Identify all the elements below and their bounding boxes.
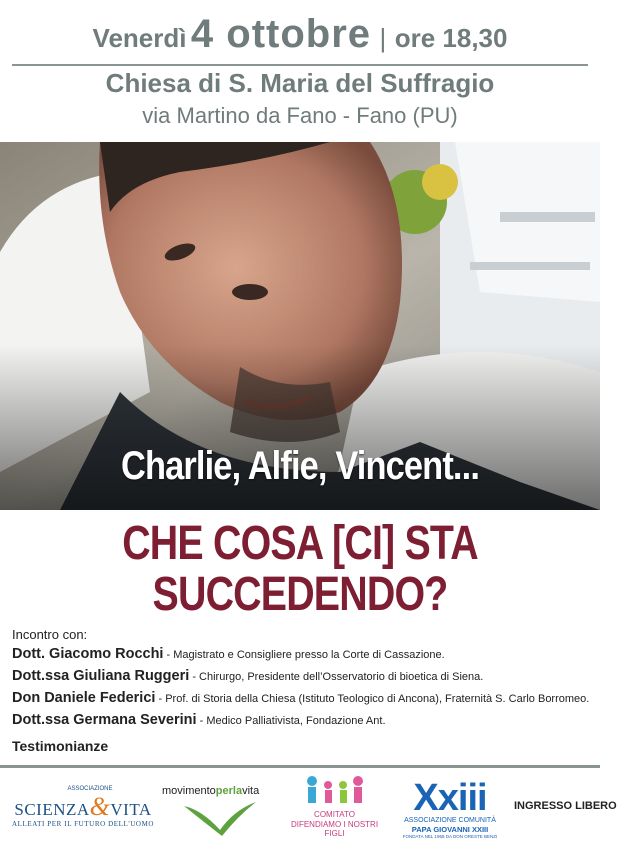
speaker-name: Don Daniele Federici xyxy=(12,690,156,706)
footer-divider xyxy=(0,765,600,768)
event-day: Venerdì xyxy=(92,23,187,53)
vita-word: VITA xyxy=(110,800,152,819)
speaker-role: - Magistrato e Consigliere presso la Corte di Cassazione. xyxy=(166,649,445,661)
question-line-2: SUCCEDENDO? xyxy=(152,568,448,621)
comitato-line1: COMITATO xyxy=(314,810,355,819)
speaker-item xyxy=(12,646,445,662)
scienza-vita-small: ASSOCIAZIONE xyxy=(67,786,113,792)
testimonials-label: Testimonianze xyxy=(12,738,109,754)
venue-address: via Martino da Fano - Fano (PU) xyxy=(142,103,458,128)
speaker-item xyxy=(12,668,483,684)
speaker-role: - Chirurgo, Presidente dell’Osservatorio di bioetica di Siena. xyxy=(192,671,484,683)
perla-word: perla xyxy=(215,785,243,797)
speaker-name: Dott. Giacomo Rocchi xyxy=(12,646,164,662)
family-figures-icon xyxy=(300,773,370,809)
movimento-wordmark xyxy=(162,785,274,797)
banner-names: Charlie, Alfie, Vincent... xyxy=(120,444,480,488)
papa-giovanni-line2: PAPA GIOVANNI XXIII xyxy=(411,825,489,834)
ampersand: & xyxy=(89,792,111,821)
papa-giovanni-line1: ASSOCIAZIONE COMUNITÀ xyxy=(404,817,496,824)
meeting-intro: Incontro con: xyxy=(12,627,88,642)
scienza-vita-wordmark xyxy=(8,792,158,822)
papa-giovanni-line3: FONDATA NEL 1968 DA DON ORESTE BENZI xyxy=(402,834,498,839)
comitato-line2: DIFENDIAMO I NOSTRI FIGLI xyxy=(290,820,379,838)
event-time: ore 18,30 xyxy=(394,23,508,53)
speaker-name: Dott.ssa Giuliana Ruggeri xyxy=(12,668,190,684)
header-divider xyxy=(12,64,588,66)
date-separator: | xyxy=(379,23,387,53)
event-date: 4 ottobre xyxy=(190,12,372,56)
event-header xyxy=(0,0,600,142)
speaker-item xyxy=(12,690,589,706)
check-swoosh-icon xyxy=(182,800,258,838)
free-entry-label: INGRESSO LIBERO xyxy=(514,800,617,812)
speaker-name: Dott.ssa Germana Severini xyxy=(12,712,197,728)
speaker-role: - Medico Palliativista, Fondazione Ant. xyxy=(199,715,386,727)
question-line-1: CHE COSA [CI] STA xyxy=(122,517,478,570)
scienza-word: SCIENZA xyxy=(14,800,90,819)
speaker-role: - Prof. di Storia della Chiesa (Istituto Teologico di Ancona), Fraternità S. Carlo Borromeo. xyxy=(158,693,590,705)
scienza-vita-tagline: ALLEATI PER IL FUTURO DELL'UOMO xyxy=(11,820,155,828)
speaker-item xyxy=(12,712,386,728)
vita-word: vita xyxy=(242,785,260,797)
venue-name: Chiesa di S. Maria del Suffragio xyxy=(105,68,495,98)
movimento-word: movimento xyxy=(162,785,216,797)
date-line xyxy=(0,12,600,57)
xxiii-wordmark: Xxiii xyxy=(413,777,487,819)
